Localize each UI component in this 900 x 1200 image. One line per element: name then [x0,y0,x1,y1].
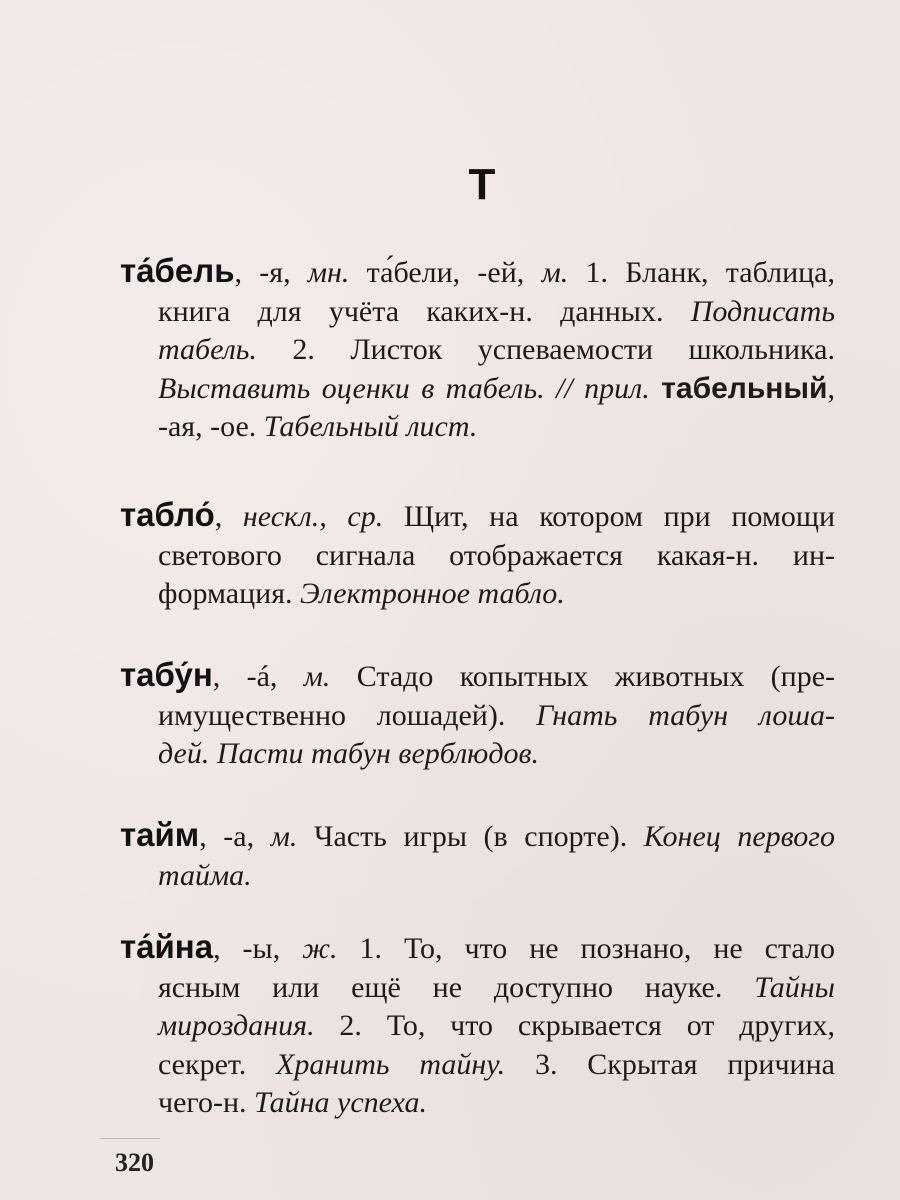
scan-mark [100,1138,160,1139]
definition-text: 2. Листок успеваемости школьника. [256,333,835,366]
definition-text: 1. То, что не познано, не стало [337,932,835,965]
definition-text: Часть игры (в спорте). [297,820,644,853]
example-text: табель. [158,333,257,366]
example-text: Хранить тайну. [276,1047,506,1081]
entry-line [120,496,835,537]
definition-text: ясным или ещё не доступно науке. [158,970,755,1004]
example-text: Тайна успеха. [254,1086,427,1119]
definition-text: книга для учёта каких-н. данных. [158,294,691,328]
definition-text: формация. [158,577,300,610]
example-text: Конец первого [643,820,835,853]
entry-line [120,1084,835,1123]
entry-line [120,537,835,576]
example-text: ж. [302,932,338,965]
entry-line [120,575,835,614]
entry-line [120,656,835,697]
example-text: Подписать [690,294,835,328]
headword: та́йна [120,928,214,965]
definition-text: светового сигнала отображается какая-н. ин- [158,538,835,572]
example-text: нескл., ср. [242,500,384,533]
headword: та́бель [120,252,235,289]
definition-text: -ая, -ое. [158,410,264,443]
section-letter: Т [468,160,496,209]
definition-text: , -а, [199,820,271,853]
entry-line [120,370,835,409]
example-text: Гнать табун лоша- [536,698,835,732]
definition-text: , -ы, [213,932,303,965]
entry-line [120,857,835,896]
entry-line [120,816,835,857]
entry-tabun [120,656,835,774]
entry-line [120,735,835,774]
definition-text: секрет. [158,1047,277,1081]
entry-line [120,928,835,969]
definition-text: имущественно лошадей). [158,698,537,732]
definition-text: 2. То, что скрывается от других, [314,1009,835,1042]
entry-tabel [120,252,835,447]
entry-line [120,1046,835,1085]
entry-taim [120,816,835,895]
entry-line [120,331,835,370]
definition-text: Стадо копытных животных (пре- [330,660,835,693]
entry-line [120,969,835,1008]
entry-line [120,408,835,447]
headword: табло́ [120,496,215,533]
entry-line [120,1007,835,1046]
example-text: Тайны [754,970,835,1004]
example-text: мироздания. [158,1009,315,1042]
definition-text: , [827,371,835,405]
definition-text: , -á, [212,660,304,693]
definition-text: та́бели, -ей, [349,256,542,289]
example-text: тайма. [158,858,252,892]
example-text: мн. [307,256,350,289]
example-text: м. [270,820,298,853]
definition-text: Щит, на котором при помощи [383,500,836,533]
headword: тайм [120,816,200,853]
example-text: Табельный лист. [263,410,478,443]
example-text: м. [303,660,331,693]
entry-line [120,697,835,736]
example-text: Электронное табло. [300,577,565,610]
entry-tablo [120,496,835,614]
entry-line [120,252,835,293]
definition-text: , -я, [234,256,308,289]
definition-text: 3. Скрытая причина [505,1047,835,1081]
derived-word: табельный [661,371,828,405]
example-text: Выставить оценки в табель. // прил. [158,371,662,405]
example-text: м. [541,256,569,289]
definition-text: , [214,500,243,533]
headword: табу́н [120,656,213,693]
definition-text: чего-н. [158,1086,255,1119]
page-number: 320 [115,1148,154,1177]
definition-text: 1. Бланк, таблица, [568,256,835,289]
entry-line [120,293,835,332]
entry-taina [120,928,835,1123]
example-text: дей. Пасти табун верблюдов. [158,737,540,770]
